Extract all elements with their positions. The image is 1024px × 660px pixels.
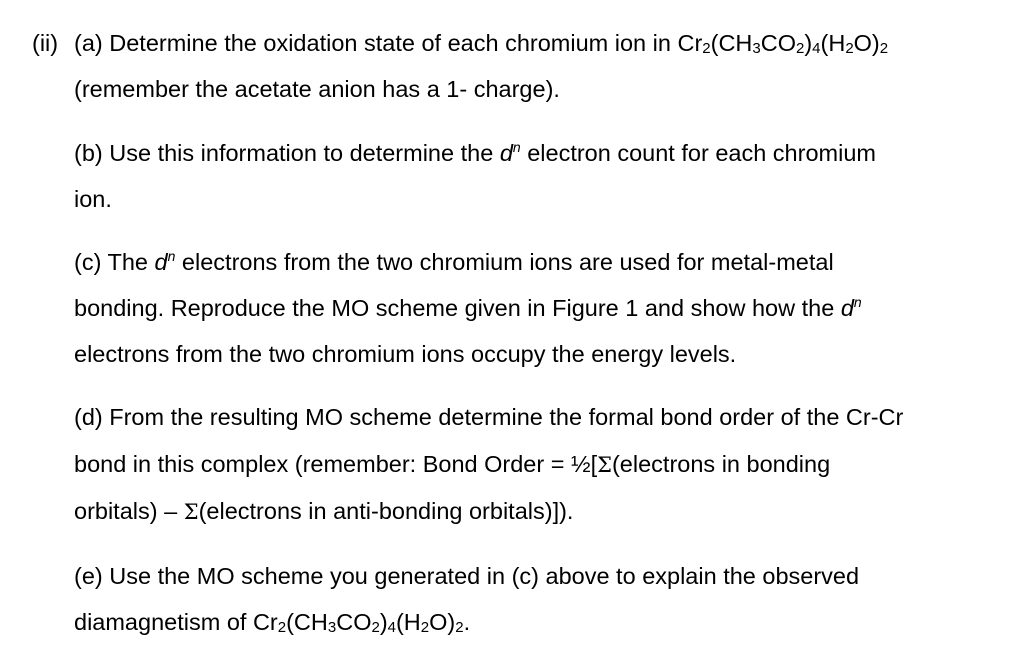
sigma-symbol: Σ [183, 500, 199, 524]
formula-part: O) [853, 30, 880, 56]
question-c-line2 [74, 294, 862, 321]
superscript-n: n [167, 248, 176, 264]
formula-part: O) [429, 609, 456, 635]
formula-part: (CH [710, 30, 753, 56]
subscript: 2 [879, 40, 889, 57]
d-symbol: d [840, 295, 854, 321]
question-d-text: (electrons in anti-bonding orbitals)]). [198, 498, 574, 524]
question-a-line1 [74, 32, 888, 56]
subscript: 3 [327, 619, 337, 636]
question-d-line3 [74, 500, 573, 524]
sigma-symbol: Σ [597, 453, 612, 477]
formula-part: CO [336, 609, 372, 635]
question-c-text: bonding. Reproduce the MO scheme given in Figure 1 and show how the [74, 295, 841, 321]
subscript: 2 [796, 40, 805, 57]
question-d-line1: (d) From the resulting MO scheme determine the formal bond order of the Cr-Cr [74, 404, 904, 430]
d-symbol: d [154, 249, 168, 275]
question-c-text: electrons from the two chromium ions are used for metal-metal [175, 249, 834, 275]
subscript: 2 [702, 40, 711, 57]
formula-part: ) [804, 30, 813, 56]
question-c-line3: electrons from the two chromium ions occupy the energy levels. [74, 341, 737, 367]
question-e-line1: (e) Use the MO scheme you generated in (c) above to explain the observed [74, 563, 860, 589]
question-b-line1 [74, 139, 876, 166]
d-symbol: d [499, 140, 513, 166]
question-e-text: diamagnetism of Cr [74, 609, 278, 635]
question-a-line2: (remember the acetate anion has a 1- charge). [74, 76, 560, 102]
superscript-n: n [512, 139, 521, 155]
subscript: 3 [752, 40, 761, 57]
question-c-text: (c) The [74, 249, 155, 275]
formula-part: CO [760, 30, 796, 56]
question-b-text: electron count for each chromium [520, 140, 876, 166]
question-c-line1 [74, 248, 834, 275]
question-a-text: Determine the oxidation state of each chromium ion in Cr [109, 30, 703, 56]
formula-part: (H [820, 30, 846, 56]
part-label: (ii) [32, 30, 59, 56]
subscript: 4 [387, 619, 396, 636]
formula-part: (CH [286, 609, 328, 635]
subscript: 2 [420, 619, 430, 636]
question-d-text: bond in this complex (remember: Bond Order = ½[ [74, 451, 598, 477]
question-e-line2 [74, 611, 470, 635]
superscript-n: n [853, 294, 862, 310]
question-d-text: orbitals) – [74, 498, 184, 524]
subscript: 4 [812, 40, 821, 57]
subscript: 2 [455, 619, 464, 636]
question-a-label: (a) [74, 30, 103, 56]
subscript: 2 [845, 40, 854, 57]
formula-part: . [463, 609, 471, 635]
formula-part: (H [395, 609, 421, 635]
question-b-line2: ion. [74, 186, 112, 212]
question-d-line2 [74, 453, 830, 477]
subscript: 2 [277, 619, 287, 636]
formula-part: ) [379, 609, 388, 635]
question-b-text: (b) Use this information to determine the [74, 140, 500, 166]
subscript: 2 [371, 619, 380, 636]
question-d-text: (electrons in bonding [611, 451, 831, 477]
